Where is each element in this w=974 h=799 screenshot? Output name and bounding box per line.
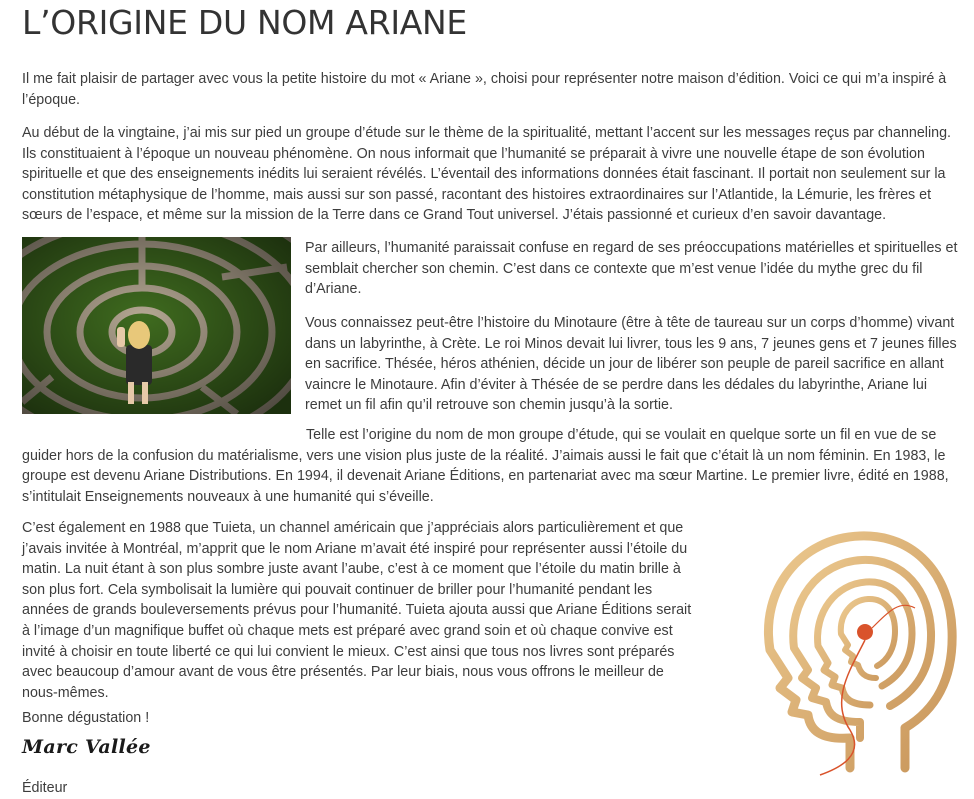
page-title: L’ORIGINE DU NOM ARIANE [22, 3, 467, 42]
author-role: Éditeur [22, 780, 68, 796]
head-maze-illustration [700, 500, 968, 780]
tuieta-paragraph: C’est également en 1988 que Tuieta, un channel américain que j’appréciais alors particulièrement et que j’avais invitée à Montréal, m’apprit que le nom Ariane m’avait été inspiré pour représenter aussi l’étoile du matin. La nuit étant à son plus sombre juste avant l’aube, c’est à ce moment que l’étoile du matin brille à son plus fort. Cela symbolisait la lumière qui pouvait continuer de briller pour l’humanité pendant les années de grands bouleversements prévus pour l’humanité. Tuieta ajouta aussi que Ariane Éditions serait à l’image d’un magnifique buffet où chaque mets est préparé avec grand soin et où chaque convive est invité à choisir en toute liberté ce qui lui convient le mieux. C’est ainsi que tous nos livres sont préparés avec beaucoup d’amour avant de vous être présentés. Par leur biais, nous vous offrons le meilleur de nous-mêmes. [22, 520, 692, 701]
closing-line: Bonne dégustation ! [22, 710, 150, 726]
minotaur-paragraph: Vous connaissez peut-être l’histoire du Minotaure (être à tête de taureau sur un corps d’homme) vivant dans un labyrinthe, à Crète. Le roi Minos devait lui livrer, tous les 9 ans, 7 jeunes gens et 7 jeunes filles en sacrifice. Thésée, héros athénien, décide un jour de libérer son peuple de pareil sacrifice en allant vaincre le Minotaure. Afin d’éviter à Thésée de se perdre dans les dédales du labyrinthe, Ariane lui remet un fil afin qu’il retrouve son chemin jusqu’à la sortie. [305, 315, 957, 414]
confusion-paragraph: Par ailleurs, l’humanité paraissait confuse en regard de ses préoccupations matérielles et spirituelles et semblait chercher son chemin. C’est dans ce contexte que m’est venue l’idée du mythe grec du fil d’Ariane. [305, 240, 958, 298]
intro-paragraph: Il me fait plaisir de partager avec vous la petite histoire du mot « Ariane », choisi pour représenter notre maison d’édition. Voici ce qui m’a inspiré à l’époque. [22, 71, 947, 108]
study-group-paragraph: Au début de la vingtaine, j’ai mis sur pied un groupe d’étude sur le thème de la spiritualité, mettant l’accent sur les messages reçus par channeling. Ils constituaient à l’époque un nouveau phénomène. On nous informait que l’humanité se préparait à vivre une nouvelle étape de son évolution spirituelle et que des enseignements inédits lui seraient révélés. L’éventail des informations données était fascinant. Il portait non seulement sur la constitution métaphysique de l’homme, mais aussi sur son passé, racontant des histoires extraordinaires sur l’Atlantide, la Lémurie, les frères et sœurs de l’espace, et même sur la mission de la Terre dans ce Grand Tout universel. J’étais passionné et curieux d’en savoir davantage. [22, 125, 952, 224]
signature: Marc Vallée [22, 736, 151, 758]
name-origin-paragraph: Telle est l’origine du nom de mon groupe d’étude, qui se voulait en quelque sorte un fil en vue de se guider hors de la confusion du matérialisme, vers une vision plus juste de la réalité. J’aimais aussi le fait que c’était là un nom féminin. En 1983, le groupe est devenu Ariane Distributions. En 1994, il devenait Ariane Éditions, en partenariat avec ma sœur Martine. Le premier livre, édité en 1988, s’intitulait Enseignements nouveaux à une humanité qui s’éveille. [22, 427, 949, 505]
labyrinth-photo [22, 237, 291, 414]
